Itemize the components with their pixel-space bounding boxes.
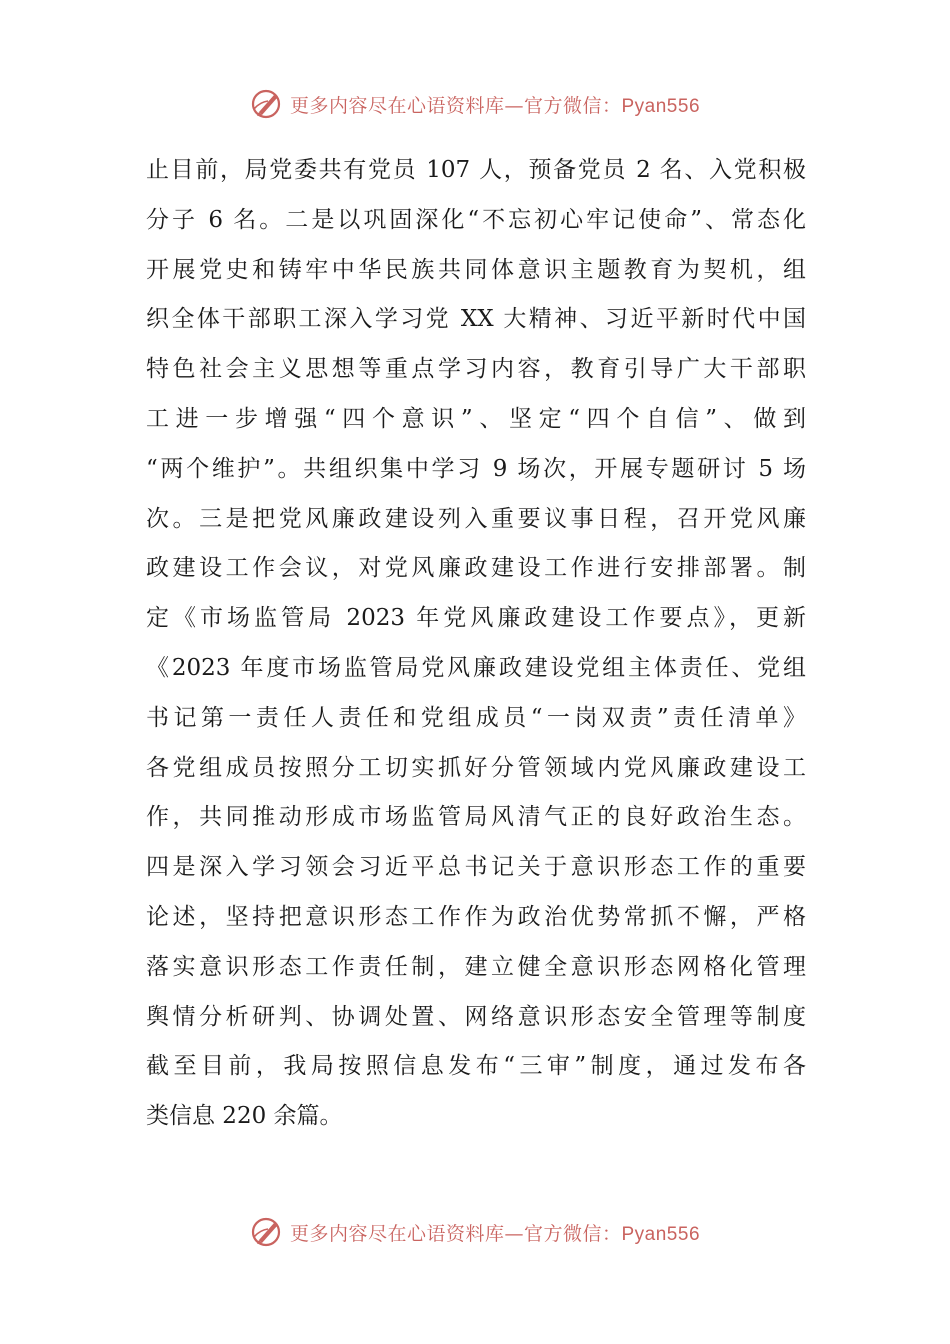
header-watermark xyxy=(0,84,950,124)
body-line: 落实意识形态工作责任制，建立健全意识形态网格化管理 xyxy=(146,953,806,980)
body-line: 政建设工作会议，对党风廉政建设工作进行安排部署。制 xyxy=(146,555,806,582)
body-line: 书记第一责任人责任和党组成员“一岗双责”责任清单》 xyxy=(146,704,806,731)
body-line-last: 类信息 220 余篇。 xyxy=(146,1103,343,1130)
watermark-text: 更多内容尽在心语资料库—官方微信：Pyan556 xyxy=(289,94,701,117)
body-line: 定《市场监管局 2023 年党风廉政建设工作要点》，更新 xyxy=(146,605,806,632)
body-line: 《2023 年度市场监管局党风廉政建设党组主体责任、党组 xyxy=(146,654,806,681)
body-line: 织全体干部职工深入学习党 XX 大精神、习近平新时代中国 xyxy=(146,306,806,333)
body-line: 舆情分析研判、协调处置、网络意识形态安全管理等制度 xyxy=(146,1003,806,1030)
body-line: “两个维护”。共组织集中学习 9 场次，开展专题研讨 5 场 xyxy=(146,455,806,482)
body-line: 论述，坚持把意识形态工作作为政治优势常抓不懈，严格 xyxy=(146,903,806,930)
body-line: 作，共同推动形成市场监管局风清气正的良好政治生态。 xyxy=(146,804,806,831)
body-line: 工进一步增强“四个意识”、坚定“四个自信”、做到 xyxy=(146,405,806,432)
body-line: 四是深入学习领会习近平总书记关于意识形态工作的重要 xyxy=(146,854,806,881)
body-line: 开展党史和铸牢中华民族共同体意识主题教育为契机，组 xyxy=(146,256,806,283)
body-line: 次。三是把党风廉政建设列入重要议事日程，召开党风廉 xyxy=(146,505,806,532)
body-line: 特色社会主义思想等重点学习内容，教育引导广大干部职 xyxy=(146,356,806,383)
body-line: 止目前，局党委共有党员 107 人，预备党员 2 名、入党积极 xyxy=(146,157,806,183)
body-line: 各党组成员按照分工切实抓好分管领域内党风廉政建设工 xyxy=(146,754,806,781)
pen-logo-icon xyxy=(250,1215,284,1249)
watermark-text: 更多内容尽在心语资料库—官方微信：Pyan556 xyxy=(289,1222,701,1245)
document-body xyxy=(146,146,806,1142)
footer-watermark xyxy=(0,1212,950,1252)
pen-logo-icon xyxy=(250,87,284,121)
body-line: 截至目前，我局按照信息发布“三审”制度，通过发布各 xyxy=(146,1053,806,1080)
body-line: 分子 6 名。二是以巩固深化“不忘初心牢记使命”、常态化 xyxy=(146,206,806,233)
